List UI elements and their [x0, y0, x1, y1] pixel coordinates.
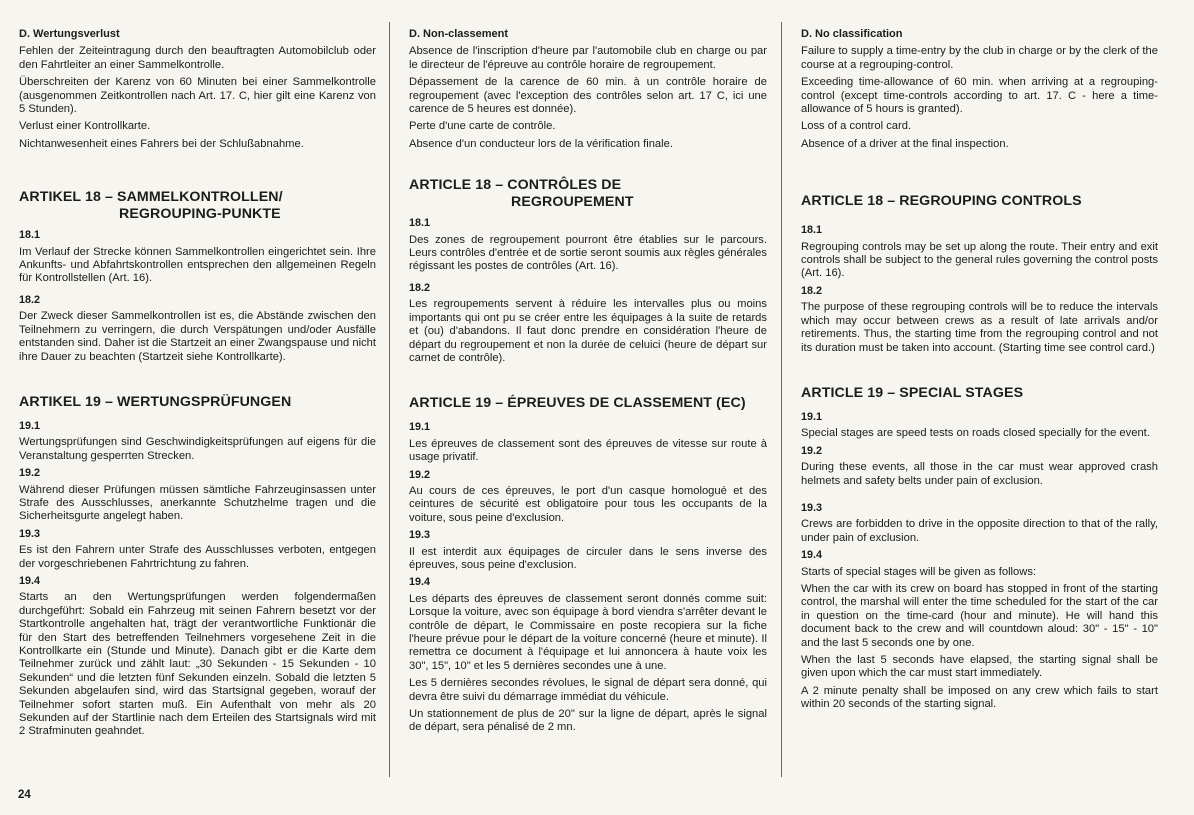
title-line: ARTICLE 18 – CONTRÔLES DE	[409, 177, 622, 194]
clause-text: Il est interdit aux équipages de circuler dans le sens inverse des épreuves, sous peine d'exclusion.	[409, 545, 767, 571]
paragraph: Nichtanwesenheit eines Fahrers bei der Schlußabnahme.	[19, 137, 304, 150]
english-column	[801, 28, 1158, 716]
clause-text: Es ist den Fahrern unter Strafe des Ausschlusses verboten, entgegen der vorgeschriebenen Fahrtrichtung zu fahren.	[19, 544, 376, 570]
clause-number: 19.3	[409, 529, 431, 542]
clause-text: When the last 5 seconds have elapsed, the starting signal shall be given upon which the car must start immediately.	[801, 654, 1158, 680]
article-19-title: ARTICLE 19 – ÉPREUVES DE CLASSEMENT (EC)	[409, 395, 746, 412]
paragraph: Loss of a control card.	[801, 120, 912, 133]
clause-text: Les départs des épreuves de classement seront donnés comme suit: Lorsque la voiture, avec son équipage à bord viendra s'arrêter devant le contrôle de départ, le Commissaire en poste recopiera sur la fiche l'heure prévue pour le départ de la voiture concerné (heure et minute). Il remettra ce document à l'équipage et lui annoncera à haute voix les 30", 15", 10" et les 5 dernières secondes une à une.	[409, 592, 767, 672]
clause-text: Während dieser Prüfungen müssen sämtliche Fahrzeuginsassen unter Strafe des Ausschlusses, anerkannte Schutzhelme tragen und die Sicherheitsgurte angelegt haben.	[19, 483, 376, 523]
clause-number: 19.3	[19, 527, 41, 540]
article-19-title: ARTIKEL 19 – WERTUNGSPRÜFUNGEN	[19, 393, 292, 410]
title-line: ARTIKEL 18 – SAMMELKONTROLLEN/	[19, 189, 283, 206]
clause-number: 19.1	[409, 421, 431, 434]
clause-text: Crews are forbidden to drive in the opposite direction to that of the rally, under pain of exclusion.	[801, 518, 1158, 544]
section-d-heading: D. Non-classement	[409, 28, 509, 40]
clause-text: Des zones de regroupement pourront être établies sur le parcours. Leurs contrôles d'entrée et de sortie seront soumis aux règles générales régissant les postes de contrôles (Art. 16).	[409, 233, 767, 273]
clause-text: Special stages are speed tests on roads closed specially for the event.	[801, 427, 1150, 440]
clause-number: 19.2	[19, 467, 41, 480]
title-line: REGROUPING-PUNKTE	[119, 206, 281, 223]
clause-number: 19.3	[801, 501, 823, 514]
clause-text: Regrouping controls may be set up along the route. Their entry and exit controls shall be subject to the general rules governing the control posts (Art. 16).	[801, 240, 1158, 280]
clause-number: 18.2	[801, 284, 823, 297]
clause-number: 18.2	[409, 281, 431, 294]
clause-text: When the car with its crew on board has stopped in front of the starting control, the marshal will enter the time scheduled for the start of the car in question on the time-card (hour and minute). He will hand this document back to the crew and will countdown aloud: 30" - 15" - 10" and the last 5 seconds one by one.	[801, 582, 1158, 649]
clause-number: 18.2	[19, 293, 41, 306]
paragraph: Verlust einer Kontrollkarte.	[19, 120, 151, 133]
clause-number: 19.1	[19, 419, 41, 432]
clause-text: During these events, all those in the car must wear approved crash helmets and safety belts under pain of exclusion.	[801, 461, 1158, 487]
clause-number: 19.2	[409, 468, 431, 481]
paragraph: Absence de l'inscription d'heure par l'automobile club en charge ou par le directeur de l'épreuve au contrôle horaire de regroupement.	[409, 45, 767, 71]
clause-text: Im Verlauf der Strecke können Sammelkontrollen eingerichtet sein. Ihre Ankunfts- und Abfahrtskontrollen entsprechen den allgemeinen Regeln für Kontrollstellen (Art. 16).	[19, 245, 376, 285]
clause-text: Les épreuves de classement sont des épreuves de vitesse sur route à usage privatif.	[409, 437, 767, 464]
paragraph: Dépassement de la carence de 60 min. à un contrôle horaire de regroupement (avec l'exception des contrôles selon art. 17 C, ici une carence de 5 heures est donnée).	[409, 76, 767, 116]
clause-text: Wertungsprüfungen sind Geschwindigkeitsprüfungen auf eigens für die Veranstaltung gesperrten Strecken.	[19, 436, 376, 462]
column-divider	[389, 22, 390, 777]
clause-number: 19.4	[409, 576, 431, 589]
clause-number: 18.1	[19, 229, 41, 242]
paragraph: Failure to supply a time-entry by the club in charge or by the clerk of the course at a regrouping-control.	[801, 45, 1158, 71]
clause-number: 19.4	[801, 549, 823, 562]
clause-text: Der Zweck dieser Sammelkontrollen ist es, die Abstände zwischen den Teilnehmern zu verringern, die durch Verspätungen und/oder Ausfälle entstanden sind. Daher ist die Startzeit an einer Zwangspause und nicht ihre Dauer zu beachten (Startzeit siehe Kontrollkarte).	[19, 310, 376, 363]
clause-number: 19.1	[801, 410, 823, 423]
paragraph: Exceeding time-allowance of 60 min. when arriving at a regrouping-control (except time-controls according to art. 17. C - here a time-allowance of 5 hours is granted).	[801, 76, 1158, 116]
clause-number: 19.2	[801, 444, 823, 457]
paragraph: Überschreiten der Karenz von 60 Minuten bei einer Sammelkontrolle (ausgenommen Zeitkontrollen nach Art. 17. C, hier gilt eine Karenz von 5 Stunden).	[19, 76, 376, 116]
article-19-title: ARTICLE 19 – SPECIAL STAGES	[801, 384, 1024, 401]
clause-text: Les regroupements servent à réduire les intervalles plus ou moins importants qui ont pu se créer entre les équipages à la suite de retards et (ou) d'abandons. Il faut donc prendre en considération l'heure de départ du regroupement et non la durée de celuici (heure de départ sur carnet de contrôle).	[409, 298, 767, 364]
title-line: REGROUPEMENT	[511, 194, 634, 211]
clause-number: 18.1	[801, 224, 823, 237]
clause-text: Les 5 dernières secondes révolues, le signal de départ sera donné, qui devra être suivi du démarrage immédiat du véhicule.	[409, 677, 767, 703]
clause-number: 19.4	[19, 574, 41, 587]
paragraph: Perte d'une carte de contrôle.	[409, 120, 556, 133]
french-column	[409, 28, 767, 739]
paragraph: Absence d'un conducteur lors de la vérification finale.	[409, 137, 673, 150]
clause-text: Starts an den Wertungsprüfungen werden folgendermaßen durchgeführt: Sobald ein Fahrzeug mit seinen Fahrern besetzt vor der Startkontrolle angehalten hat, trägt der verantwortliche Funktionär die für den Start des betreffenden Teilnehmers vorgesehene Zeit in die Kontrollkarte ein (Stunde und Minute). Danach gibt er die Karte dem Teilnehmer zurück und zählt laut: „30 Sekunden - 15 Sekunden - 10 Sekunden“ und die letzten fünf Sekunden einzeln. Sobald die letzten 5 Sekunden abgelaufen sind, wird das Startsignal gegeben, worauf der Teilnehmer sofort starten muß. Ein Aufenthalt von mehr als 20 Sekunden auf der Startlinie nach dem Erteilen des Startsignals wird mit 2 Strafminuten geahndet.	[19, 591, 376, 738]
clause-text: Au cours de ces épreuves, le port d'un casque homologué et des ceintures de sécurité est obligatoire pour tous les occupants de la voiture, sous peine d'exclusion.	[409, 484, 767, 524]
clause-text: Un stationnement de plus de 20" sur la ligne de départ, après le signal de départ, sera pénalisé de 2 mn.	[409, 708, 767, 734]
section-d-heading: D. No classification	[801, 28, 903, 40]
page-number: 24	[18, 789, 31, 801]
clause-text: A 2 minute penalty shall be imposed on any crew which fails to start within 20 seconds of the starting signal.	[801, 684, 1158, 711]
paragraph: Fehlen der Zeiteintragung durch den beauftragten Automobilclub oder den Fahrtleiter an einer Sammelkontrolle.	[19, 45, 376, 71]
article-18-title	[409, 177, 767, 211]
column-divider	[781, 22, 782, 777]
clause-text: The purpose of these regrouping controls will be to reduce the intervals which may occur between crews as a result of late arrivals and/or retirements. Thus, the starting time from the regrouping control and not its duration must be taken into account. (Starting time see control card.)	[801, 301, 1158, 354]
clause-text: Starts of special stages will be given as follows:	[801, 565, 1037, 578]
clause-number: 18.1	[409, 217, 431, 230]
section-d-heading: D. Wertungsverlust	[19, 28, 120, 40]
article-18-title: ARTICLE 18 – REGROUPING CONTROLS	[801, 193, 1082, 210]
paragraph: Absence of a driver at the final inspection.	[801, 137, 1009, 150]
article-18-title	[19, 189, 376, 223]
german-column	[19, 28, 376, 743]
